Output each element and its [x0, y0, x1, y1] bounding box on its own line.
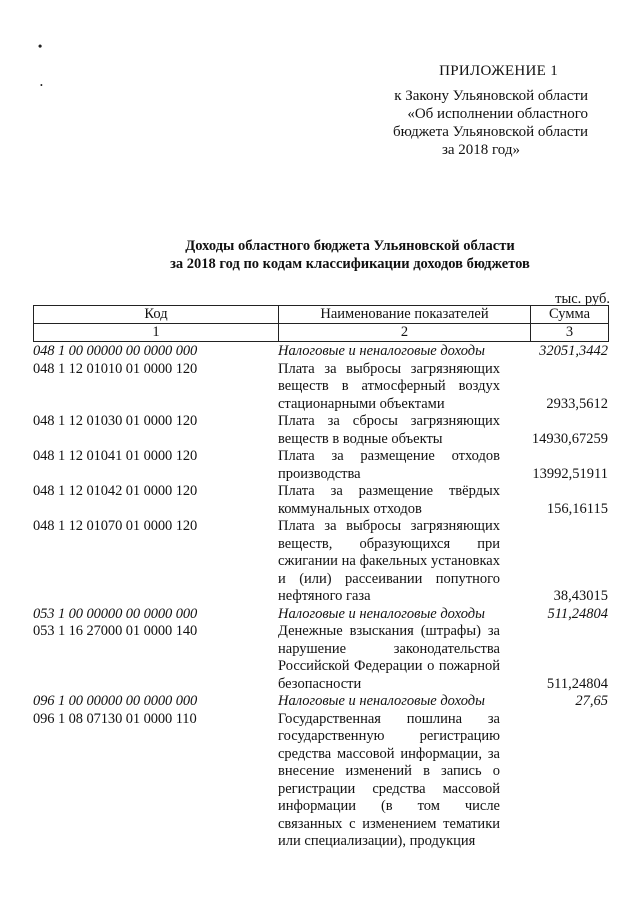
table-row	[33, 518, 608, 606]
row-code: 048 1 12 01030 01 0000 120	[33, 413, 198, 429]
row-code: 053 1 00 00000 00 0000 000	[33, 605, 198, 622]
column-number-row	[34, 324, 609, 342]
row-name: Плата за выбросы загрязняющих веществ, образующихся при сжигании на факельных установках и (или) рассеивании попутного нефтяного газа	[278, 518, 500, 604]
header-name: Наименование показателей	[279, 306, 531, 324]
row-amount: 38,43015	[553, 588, 608, 604]
row-amount: 156,16115	[546, 500, 608, 517]
row-name: Налоговые и неналоговые доходы	[278, 605, 485, 622]
row-amount: 13992,51911	[532, 465, 608, 482]
document-title-line-2: за 2018 год по кодам классификации доходов бюджетов	[170, 256, 530, 272]
table-row-group	[33, 693, 608, 711]
row-name: Налоговые и неналоговые доходы	[278, 343, 485, 359]
header-amount: Сумма	[531, 306, 609, 324]
scan-mark-top: •	[38, 39, 43, 53]
row-name: Денежные взыскания (штрафы) за нарушение законодательства Российской Федерации о пожарной безопасности	[278, 623, 500, 692]
row-name: Плата за сбросы загрязняющих веществ в водные объекты	[278, 413, 500, 447]
row-name: Налоговые и неналоговые доходы	[278, 693, 485, 709]
row-code: 053 1 16 27000 01 0000 140	[33, 623, 198, 639]
row-code: 048 1 12 01041 01 0000 120	[33, 448, 198, 464]
table-row	[33, 413, 608, 448]
header-code: Код	[34, 306, 279, 324]
table-row	[33, 361, 608, 414]
row-code: 096 1 00 00000 00 0000 000	[33, 693, 198, 709]
row-code: 048 1 12 01070 01 0000 120	[33, 518, 198, 534]
row-amount: 27,65	[575, 693, 608, 709]
column-number-3: 3	[531, 324, 609, 342]
table-row-group	[33, 343, 608, 361]
row-name: Плата за размещение твёрдых коммунальных отходов	[278, 483, 500, 517]
row-name: Государственная пошлина за государственную регистрацию средства массовой информации, за внесение изменений в запись о регистрации средства массовой информации (в том числе связанных с изменением тематики или специализации), продукция	[278, 710, 500, 849]
row-amount: 511,24804	[546, 675, 608, 692]
row-name: Плата за выбросы загрязняющих веществ в атмосферный воздух стационарными объектами	[278, 360, 500, 412]
table-row	[33, 711, 608, 851]
row-amount: 32051,3442	[539, 343, 608, 359]
appendix-header	[330, 62, 588, 162]
table-header	[33, 305, 609, 342]
row-amount: 14930,67259	[531, 430, 608, 447]
column-number-1: 1	[34, 324, 279, 342]
row-code: 048 1 12 01010 01 0000 120	[33, 360, 198, 377]
table-row	[33, 623, 608, 693]
appendix-line-4: за 2018 год»	[441, 142, 520, 158]
row-amount: 2933,5612	[546, 395, 608, 412]
table-row	[33, 448, 608, 483]
appendix-line-2: «Об исполнении областного	[407, 106, 588, 122]
appendix-title: ПРИЛОЖЕНИЕ 1	[439, 63, 558, 79]
row-code: 048 1 00 00000 00 0000 000	[33, 343, 198, 359]
row-code: 048 1 12 01042 01 0000 120	[33, 483, 198, 499]
row-amount: 511,24804	[547, 605, 608, 622]
table-row	[33, 483, 608, 518]
document-title	[90, 237, 610, 273]
scan-mark-bottom: •	[40, 81, 43, 90]
column-number-2: 2	[279, 324, 531, 342]
table-row-group	[33, 606, 608, 624]
appendix-line-1: к Закону Ульяновской области	[394, 88, 588, 104]
table-header-row	[34, 306, 609, 324]
units-label: тыс. руб.	[555, 291, 610, 307]
document-title-line-1: Доходы областного бюджета Ульяновской области	[185, 238, 515, 254]
appendix-line-3: бюджета Ульяновской области	[393, 124, 588, 140]
row-code: 096 1 08 07130 01 0000 110	[33, 710, 197, 727]
table-body	[33, 343, 608, 851]
row-name: Плата за размещение отходов производства	[278, 448, 500, 482]
